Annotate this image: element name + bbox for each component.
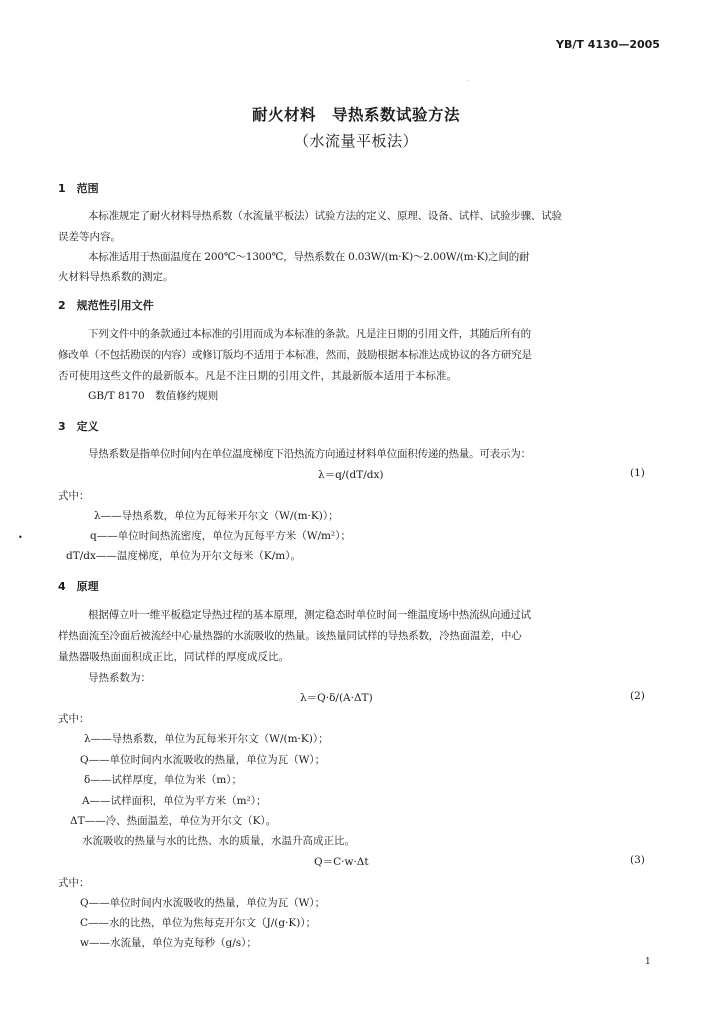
s4-where-label-2: 式中： [58,877,90,889]
equation-number-2: (2) [630,690,645,702]
s2-line-2: 修改单（不包括勘误的内容）或修订版均不适用于本标准，然而，鼓励根据本标准达成协议的各方研究是 [58,349,532,361]
s1-paragraph-1-line-2: 误差等内容。 [58,231,121,243]
s1-paragraph-2-line-1: 本标准适用于热面温度在 200℃～1300℃，导热系数在 0.03W/(m·K)～2.00W/(m·K)之间的耐 [88,251,530,263]
s3-line-1: 导热系数是指单位时间内在单位温度梯度下沿热流方向通过材料单位面积传递的热量。可表示为： [88,448,531,460]
s1-paragraph-1-line-1: 本标准规定了耐火材料导热系数（水流量平板法）试验方法的定义、原理、设备、试样、试验步骤、试验 [88,210,562,222]
s4-definition-Q: Q——单位时间内水流吸收的热量，单位为瓦（W）； [80,754,326,766]
standard-number: YB/T 4130—2005 [556,38,660,51]
section-2-heading: 2 规范性引用文件 [58,299,154,312]
equation-number-1: (1) [630,467,645,479]
s4-line-2: 样热面流至冷面后被流经中心量热器的水流吸收的热量。该热量同试样的导热系数，冷热面温差，中心 [58,630,522,642]
s4-line-1: 根据傅立叶一维平板稳定导热过程的基本原理，测定稳态时单位时间一维温度场中热流纵向通过试 [88,609,531,621]
document-title: 耐火材料 导热系数试验方法 [251,106,460,124]
s3-definition-gradient: dT/dx——温度梯度，单位为开尔文每米（K/m）。 [66,550,301,562]
page-number: 1 [645,957,651,967]
document-subtitle: （水流量平板法） [293,132,418,150]
section-4-heading: 4 原理 [58,580,99,593]
s3-definition-lambda: λ——导热系数，单位为瓦每米开尔文（W/(m·K)）； [94,510,339,522]
s1-paragraph-2-line-2: 火材料导热系数的测定。 [58,271,174,283]
s4-line-4: 导热系数为： [88,672,151,684]
formula-3: Q＝C·w·Δt [314,856,369,868]
section-3-heading: 3 定义 [58,420,99,433]
s4-definition-deltaT: ΔT——冷、热面温差，单位为开尔文（K）。 [70,815,277,827]
margin-speck: • [18,533,23,542]
s2-line-3: 否可使用这些文件的最新版本。凡是不注日期的引用文件，其最新版本适用于本标准。 [58,370,457,382]
formula-1: λ＝q/(dT/dx) [318,469,384,481]
equation-number-3: (3) [630,854,645,866]
s3-where-label: 式中： [58,490,90,502]
s4-line-5: 水流吸收的热量与水的比热、水的质量，水温升高成正比。 [82,835,355,847]
s4-line-3: 量热器吸热面面积成正比，同试样的厚度成反比。 [58,651,289,663]
s4-definition-C: C——水的比热，单位为焦每克开尔文（J/(g·K)）； [80,917,317,929]
formula-2: λ＝Q·δ/(A·ΔT) [300,692,373,704]
s3-definition-q: q——单位时间热流密度，单位为瓦每平方米（W/m²）； [90,530,351,542]
normative-reference: GB/T 8170 数值修约规则 [88,390,219,402]
speck-mark: . [467,76,469,83]
s4-definition-A: A——试样面积，单位为平方米（m²）； [82,795,267,807]
s2-line-1: 下列文件中的条款通过本标准的引用而成为本标准的条款。凡是注日期的引用文件，其随后所有的 [88,328,531,340]
s4-definition-lambda: λ——导热系数，单位为瓦每米开尔文（W/(m·K)）； [84,733,329,745]
s4-definition-w: w——水流量，单位为克每秒（g/s）； [80,937,257,949]
s4-definition-delta: δ——试样厚度，单位为米（m）； [84,774,243,786]
s4-where-label: 式中： [58,713,90,725]
section-1-heading: 1 范围 [58,182,99,195]
s4-definition-Q-2: Q——单位时间内水流吸收的热量，单位为瓦（W）； [80,897,326,909]
